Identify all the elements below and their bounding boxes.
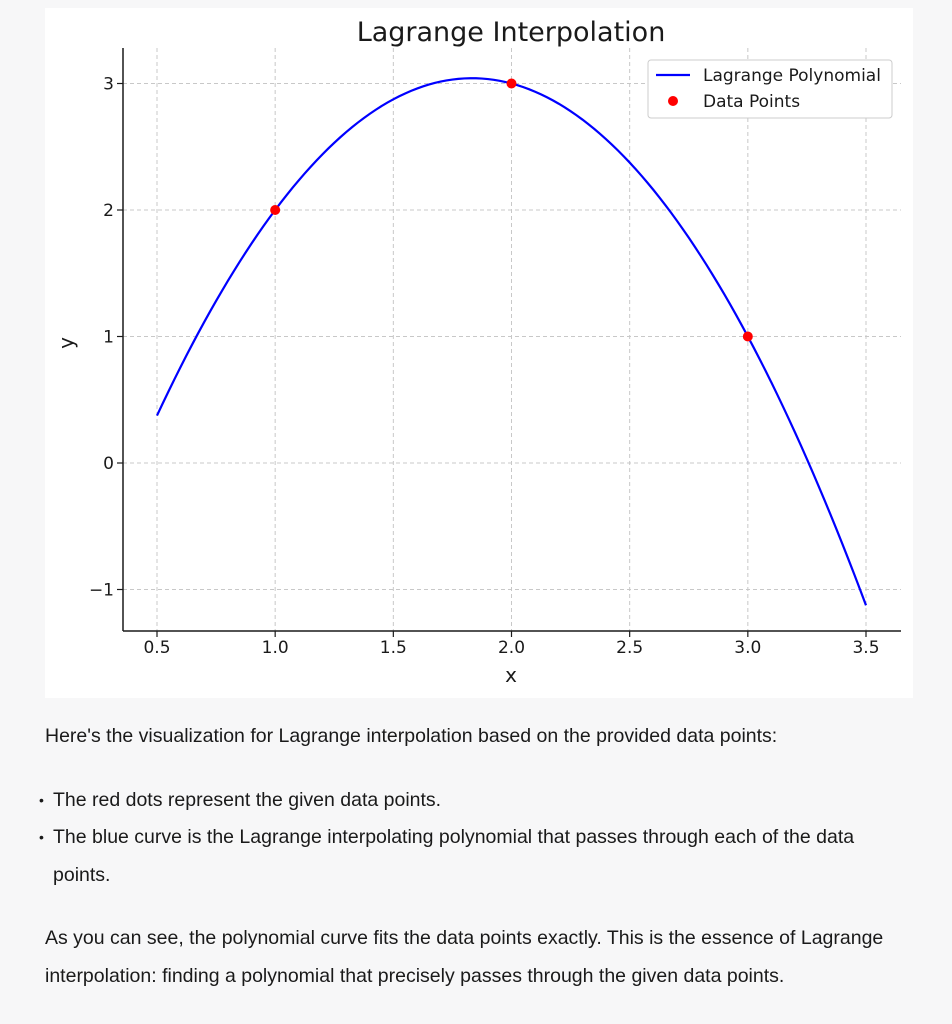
list-item-text: The red dots represent the given data points. — [53, 788, 442, 811]
message-bullet-list — [39, 782, 905, 895]
x-tick-label: 2.0 — [497, 638, 526, 658]
list-item — [39, 819, 905, 894]
x-tick-label: 0.5 — [143, 638, 171, 658]
x-tick-label: 3.0 — [734, 638, 762, 658]
x-tick-label: 1.5 — [379, 638, 407, 658]
list-item-text: The blue curve is the Lagrange interpolating polynomial that passes through each of the data points. — [53, 826, 855, 886]
y-tick-label: −1 — [88, 580, 114, 601]
chart-canvas — [45, 8, 913, 698]
chart-card — [45, 8, 913, 698]
message-intro: Here's the visualization for Lagrange interpolation based on the provided data points: — [45, 725, 778, 747]
legend-entry-data-points: Data Points — [703, 92, 801, 112]
legend-entry-polynomial: Lagrange Polynomial — [703, 66, 881, 86]
y-tick-label: 2 — [103, 201, 114, 221]
message-conclusion: As you can see, the polynomial curve fits the data points exactly. This is the essence of Lagrange interpolation: finding a polynomial that precisely passes through the given data points. — [45, 927, 884, 987]
legend-dot-swatch — [668, 96, 678, 106]
data-point — [507, 79, 517, 89]
y-tick-label: 0 — [103, 454, 114, 474]
x-tick-label: 2.5 — [616, 638, 644, 658]
y-tick-label: 1 — [103, 327, 114, 348]
y-tick-label: 3 — [103, 74, 114, 95]
x-axis-label: x — [505, 663, 517, 687]
data-point — [743, 332, 753, 342]
chart-title: Lagrange Interpolation — [356, 17, 666, 48]
bullet-icon: • — [39, 829, 44, 845]
x-tick-label: 3.5 — [852, 638, 880, 658]
focus-scan-button[interactable] — [872, 22, 898, 48]
x-tick-label: 1.0 — [261, 638, 289, 658]
y-axis-label: y — [54, 337, 78, 349]
list-item — [39, 782, 905, 820]
chart-legend — [648, 60, 892, 118]
focus-scan-icon — [872, 22, 952, 712]
data-point — [270, 205, 280, 215]
assistant-message — [39, 718, 905, 995]
bullet-icon: • — [39, 791, 44, 808]
